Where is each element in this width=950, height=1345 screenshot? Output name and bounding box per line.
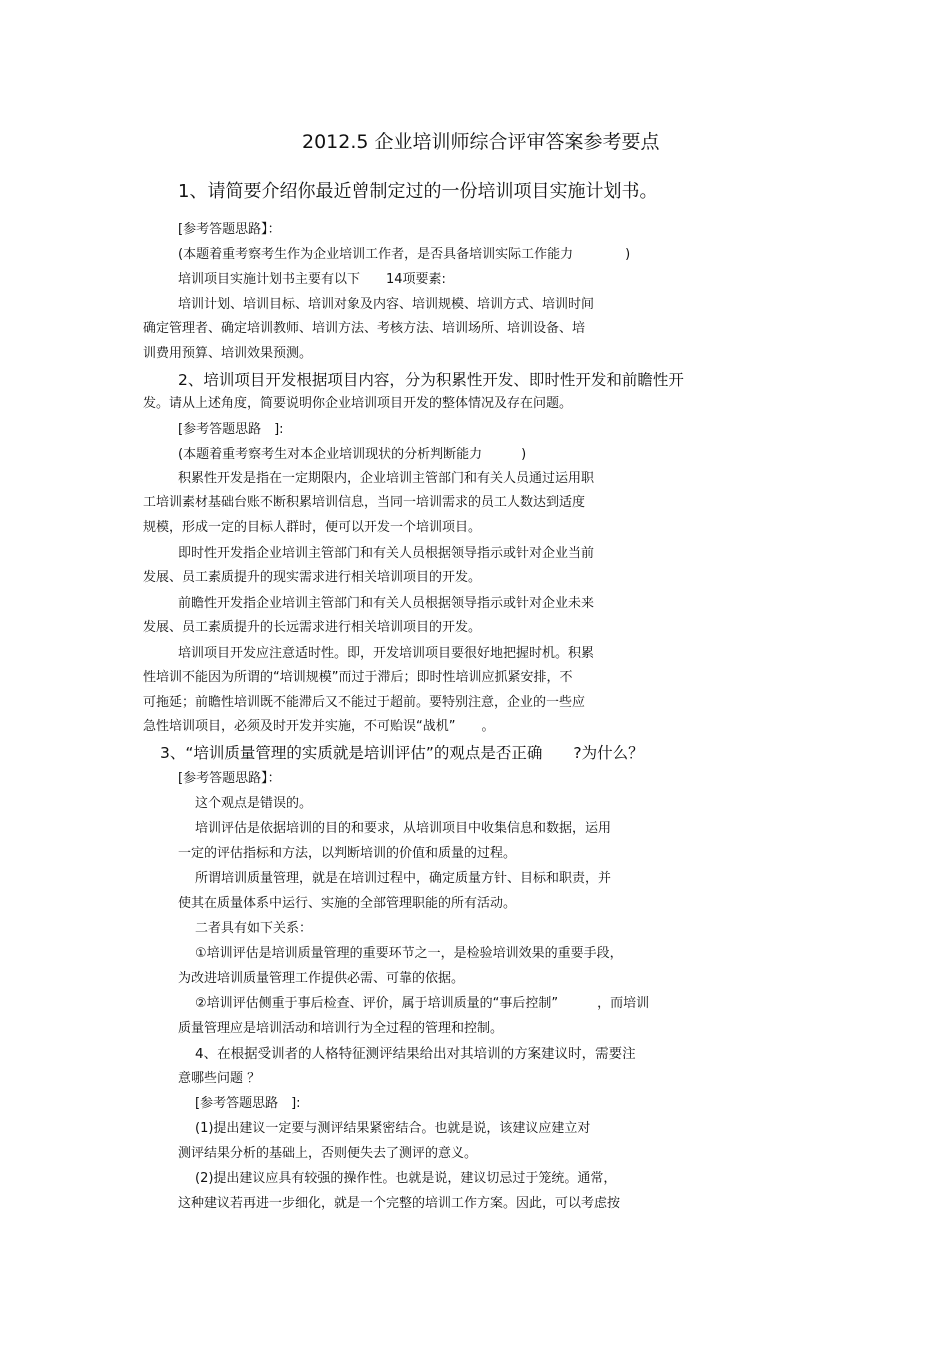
paragraph-line: 确定管理者、确定培训教师、培训方法、考核方法、培训场所、培训设备、培: [143, 321, 586, 336]
paragraph-line: 可拖延；前瞻性培训既不能滞后又不能过于超前。要特别注意，企业的一些应: [143, 695, 586, 710]
paragraph-line: 培训计划、培训目标、培训对象及内容、培训规模、培训方式、培训时间: [178, 297, 595, 312]
paragraph-line: 发展、员工素质提升的现实需求进行相关培训项目的开发。: [143, 570, 482, 585]
answer-hint-label: [参考答题思路】：: [178, 771, 281, 786]
paragraph-line: 急性培训项目，必须及时开发并实施，不可贻误“战机” 。: [143, 719, 495, 734]
paragraph-line: (本题着重考察考生作为企业培训工作者，是否具备培训实际工作能力 ): [178, 247, 631, 262]
question-2-heading: 2、培训项目开发根据项目内容，分为积累性开发、即时性开发和前瞻性开: [178, 371, 684, 389]
paragraph-line: 规模，形成一定的目标人群时，便可以开发一个培训项目。: [143, 520, 482, 535]
paragraph-line: 发展、员工素质提升的长远需求进行相关培训项目的开发。: [143, 620, 482, 635]
paragraph-line: (本题着重考察考生对本企业培训现状的分析判断能力 ): [178, 447, 527, 462]
paragraph-line: 所谓培训质量管理，就是在培训过程中，确定质量方针、目标和职责，并: [195, 871, 612, 886]
answer-hint-label: [参考答题思路 ]:: [178, 422, 284, 437]
paragraph-line: 发。请从上述角度，简要说明你企业培训项目开发的整体情况及存在问题。: [143, 396, 573, 411]
paragraph-line: ②培训评估侧重于事后检查、评价，属于培训质量的“事后控制” ，而培训: [195, 996, 650, 1011]
question-1-heading: 1、请简要介绍你最近曾制定过的一份培训项目实施计划书。: [178, 181, 658, 202]
paragraph-line: 质量管理应是培训活动和培训行为全过程的管理和控制。: [178, 1021, 504, 1036]
paragraph-line: 前瞻性开发指企业培训主管部门和有关人员根据领导指示或针对企业未来: [178, 596, 595, 611]
paragraph-line: 测评结果分析的基础上，否则便失去了测评的意义。: [178, 1146, 478, 1161]
paragraph-line: 为改进培训质量管理工作提供必需、可靠的依据。: [178, 971, 465, 986]
paragraph-line: 意哪些问题 ？: [178, 1071, 261, 1086]
paragraph-line: 这种建议若再进一步细化，就是一个完整的培训工作方案。因此，可以考虑按: [178, 1196, 621, 1211]
paragraph-line: 积累性开发是指在一定期限内，企业培训主管部门和有关人员通过运用职: [178, 471, 595, 486]
paragraph-line: 性培训不能因为所谓的“培训规模”而过于滞后；即时性培训应抓紧安排，不: [143, 670, 573, 685]
question-3-heading: 3、“培训质量管理的实质就是培训评估”的观点是否正确 ?为什么？: [160, 744, 644, 762]
paragraph-line: 使其在质量体系中运行、实施的全部管理职能的所有活动。: [178, 896, 517, 911]
paragraph-line: 二者具有如下关系：: [195, 921, 313, 936]
answer-hint-label: [参考答题思路】：: [178, 222, 281, 237]
paragraph-line: (1)提出建议一定要与测评结果紧密结合。也就是说，该建议应建立对: [195, 1121, 591, 1136]
paragraph-line: 训费用预算、培训效果预测。: [143, 346, 313, 361]
paragraph-line: ①培训评估是培训质量管理的重要环节之一，是检验培训效果的重要手段，: [195, 946, 623, 961]
paragraph-line: 即时性开发指企业培训主管部门和有关人员根据领导指示或针对企业当前: [178, 546, 595, 561]
paragraph-line: 培训项目开发应注意适时性。即，开发培训项目要很好地把握时机。积累: [178, 646, 595, 661]
paragraph-line: 培训评估是依据培训的目的和要求，从培训项目中收集信息和数据，运用: [195, 821, 612, 836]
paragraph-line: 一定的评估指标和方法，以判断培训的价值和质量的过程。: [178, 846, 517, 861]
answer-hint-label: [参考答题思路 ]:: [195, 1096, 301, 1111]
document-title: 2012.5 企业培训师综合评审答案参考要点: [302, 131, 660, 153]
paragraph-line: (2)提出建议应具有较强的操作性。也就是说，建议切忌过于笼统。通常，: [195, 1171, 617, 1186]
paragraph-line: 培训项目实施计划书主要有以下 14项要素:: [178, 272, 446, 287]
paragraph-line: 工培训素材基础台账不断积累培训信息，当同一培训需求的员工人数达到适度: [143, 495, 586, 510]
paragraph-line: 这个观点是错误的。: [195, 796, 313, 811]
question-4-heading: 4、在根据受训者的人格特征测评结果给出对其培训的方案建议时，需要注: [195, 1046, 636, 1062]
